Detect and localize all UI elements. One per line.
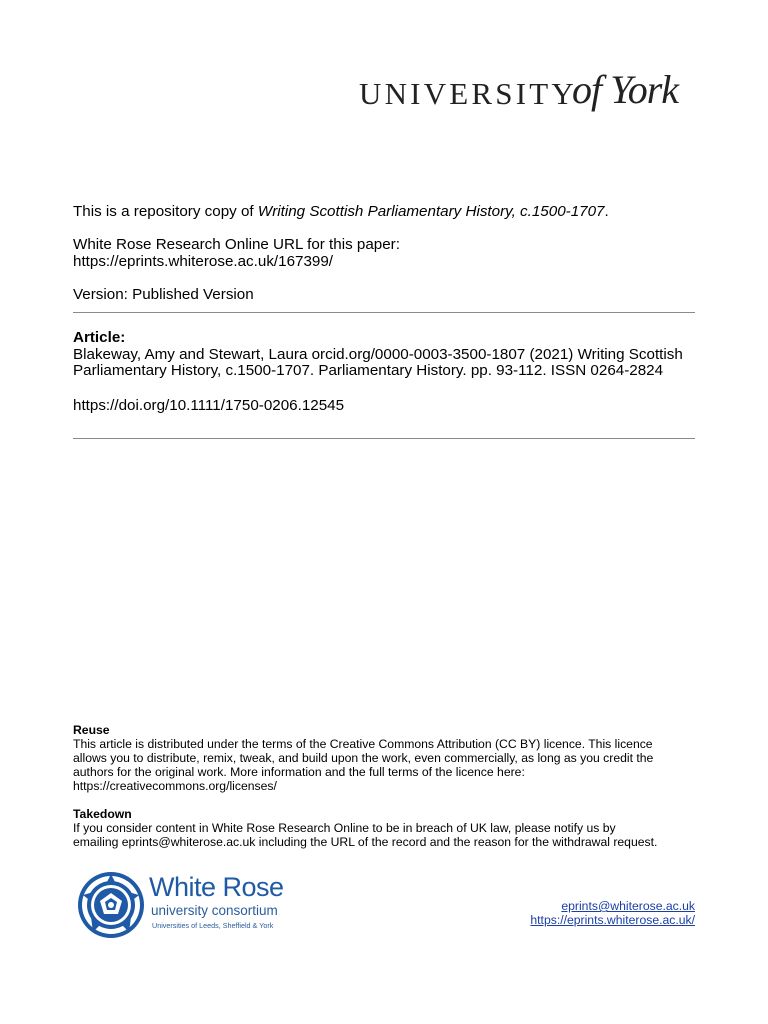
divider-bottom [73,438,695,439]
logo-university-text: UNIVERSITY [359,76,577,111]
citation-line-2: Parliamentary History, c.1500-1707. Parliamentary History. pp. 93-112. ISSN 0264-2824 [73,362,664,379]
takedown-line: emailing eprints@whiterose.ac.uk including the URL of the record and the reason for the withdrawal request. [73,835,658,849]
white-rose-tagline: Universities of Leeds, Sheffield & York [152,921,274,930]
article-heading: Article: [73,329,126,346]
university-of-york-logo [357,66,699,122]
white-rose-title: White Rose [149,872,284,902]
white-rose-subtitle: university consortium [151,903,278,918]
repository-copy-line [73,203,609,220]
repository-suffix: . [604,203,609,220]
reuse-text [73,737,703,793]
logo-of-york-text: of York [572,67,679,112]
white-rose-emblem-icon [73,868,149,940]
reuse-line: This article is distributed under the terms of the Creative Commons Attribution (CC BY) licence. This licence [73,737,653,751]
licence-url[interactable]: https://creativecommons.org/licenses/ [73,779,277,793]
version-text: Version: Published Version [73,286,254,303]
contact-links [530,899,695,927]
url-label: White Rose Research Online URL for this paper: [73,236,400,253]
citation-line-1: Blakeway, Amy and Stewart, Laura orcid.org/0000-0003-3500-1807 (2021) Writing Scottish [73,346,683,363]
repository-prefix: This is a repository copy of [73,203,258,220]
contact-website-link[interactable]: https://eprints.whiterose.ac.uk/ [530,913,695,927]
takedown-line: If you consider content in White Rose Research Online to be in breach of UK law, please notify us by [73,821,616,835]
reuse-heading: Reuse [73,723,110,737]
paper-url[interactable]: https://eprints.whiterose.ac.uk/167399/ [73,253,334,270]
paper-title: Writing Scottish Parliamentary History, c.1500-1707 [257,203,605,220]
divider-top [73,312,695,313]
reuse-line: authors for the original work. More information and the full terms of the licence here: [73,765,525,779]
doi-link[interactable]: https://doi.org/10.1111/1750-0206.12545 [73,397,345,414]
takedown-heading: Takedown [73,807,132,821]
reuse-line: allows you to distribute, remix, tweak, and build upon the work, even commercially, as long as you credit the [73,751,654,765]
contact-email-link[interactable]: eprints@whiterose.ac.uk [561,899,695,913]
white-rose-logo [73,868,295,940]
takedown-text [73,821,703,849]
